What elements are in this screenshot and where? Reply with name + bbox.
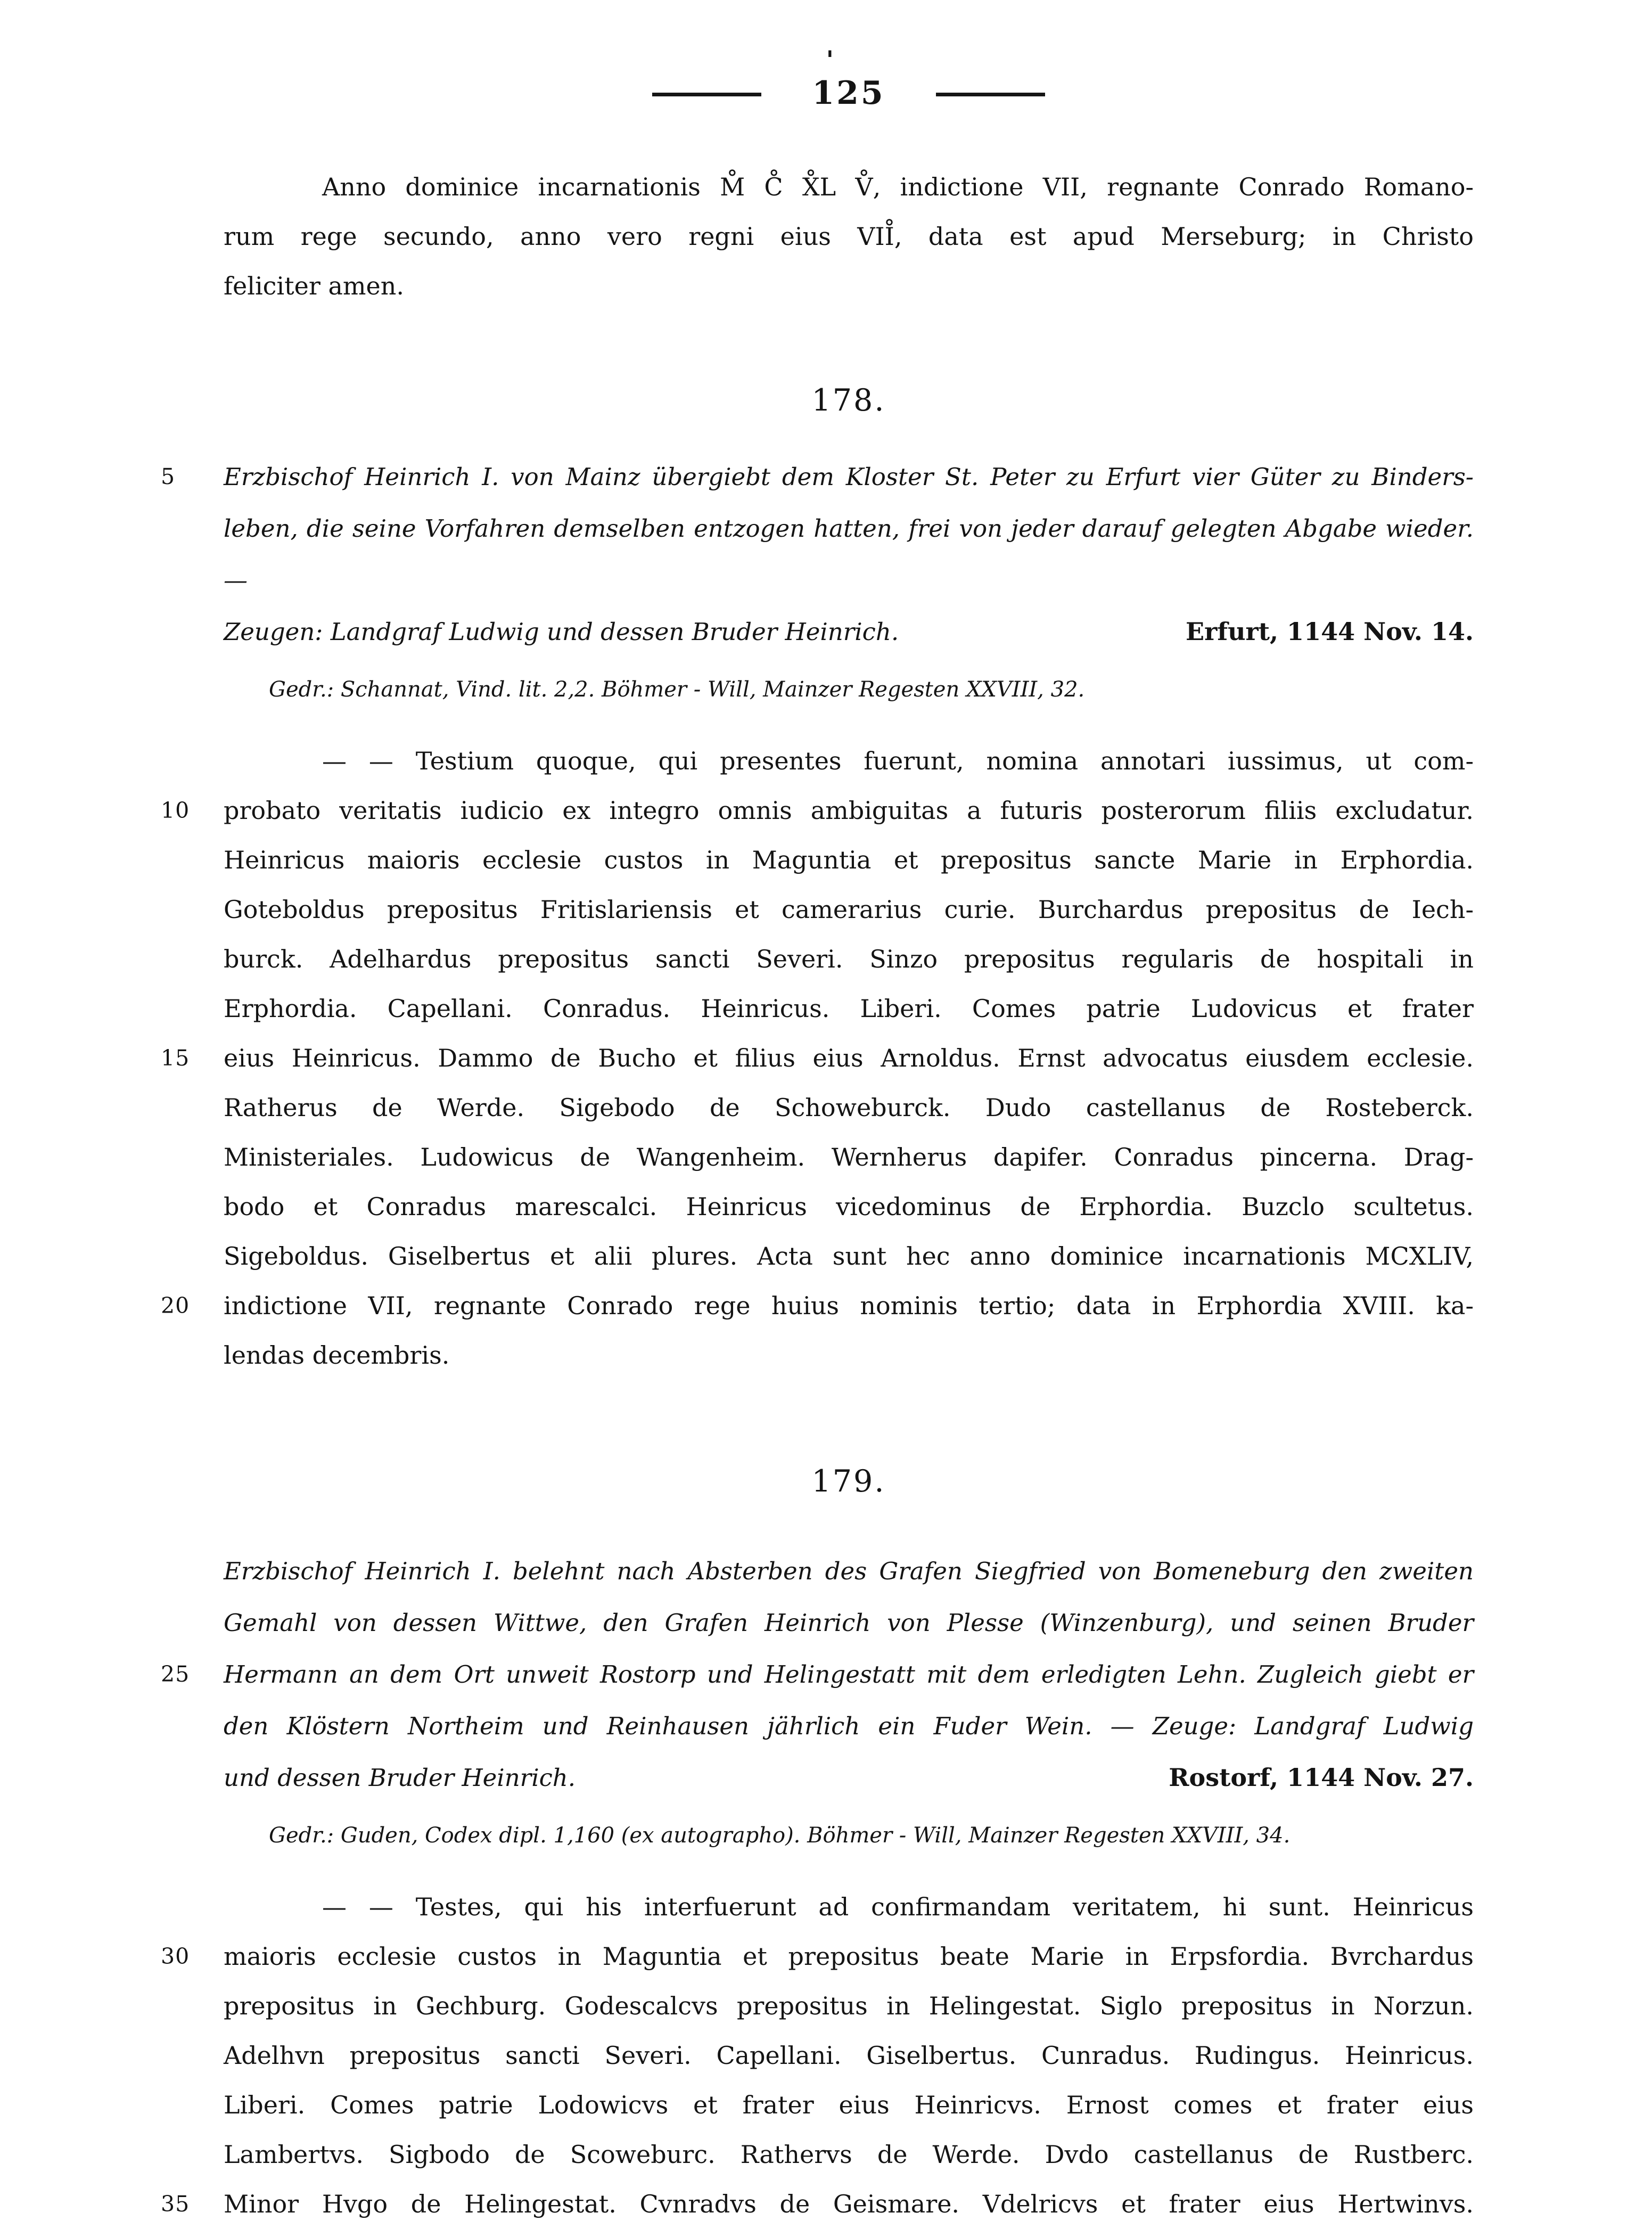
margin-line-number: 20	[161, 1293, 190, 1318]
text-line	[161, 786, 1474, 835]
margin-line-number: 15	[161, 1045, 190, 1071]
text-line: Goteboldus prepositus Fritislariensis et camerarius curie. Burchardus prepositus de Iech-	[224, 895, 1474, 924]
entry-179-source: Gedr.: Guden, Codex dipl. 1,160 (ex autographo). Böhmer - Will, Mainzer Regesten XXVIII, 34.	[269, 1823, 1291, 1848]
body-text: eius Heinricus. Dammo de Bucho et filius eius Arnoldus. Ernst advocatus eiusdem ecclesie.	[224, 1044, 1474, 1072]
stray-ink-mark: '	[826, 45, 834, 74]
margin-line-number: 35	[161, 2191, 190, 2217]
margin-line-number: 25	[161, 1661, 190, 1687]
summary-line: leben, die seine Vorfahren demselben entzogen hatten, frei von jeder darauf gelegten Abgabe wieder. —	[224, 514, 1474, 594]
header-rule-right	[936, 93, 1045, 96]
text-line: Heinricus maioris ecclesie custos in Maguntia et prepositus sancte Marie in Erphordia.	[224, 846, 1474, 874]
text-line: burck. Adelhardus prepositus sancti Severi. Sinzo prepositus regularis de hospitali in	[224, 945, 1474, 973]
entry-178-summary	[161, 451, 1474, 658]
entry-179-summary	[161, 1545, 1474, 1804]
text-line: — — Testes, qui his interfuerunt ad confirmandam veritatem, hi sunt. Heinricus	[322, 1892, 1474, 1921]
text-line: Adelhvn prepositus sancti Severi. Capellani. Giselbertus. Cunradus. Rudingus. Heinricus.	[224, 2041, 1474, 2070]
page-number: 125	[812, 75, 885, 112]
intro-paragraph	[224, 162, 1474, 311]
entry-178-body	[161, 736, 1474, 1380]
summary-line	[161, 451, 1474, 503]
place-date: Erfurt, 1144 Nov. 14.	[1186, 617, 1474, 646]
text-line: Erphordia. Capellani. Conradus. Heinricus. Liberi. Comes patrie Ludovicus et frater	[224, 994, 1474, 1023]
summary-line: Gemahl von dessen Wittwe, den Grafen Heinrich von Plesse (Winzenburg), und seinen Bruder	[224, 1609, 1474, 1637]
text-line: Ratherus de Werde. Sigebodo de Schoweburck. Dudo castellanus de Rosteberck.	[224, 1093, 1474, 1122]
header-rule-left	[652, 93, 761, 96]
summary-text: Erzbischof Heinrich I. von Mainz übergiebt dem Kloster St. Peter zu Erfurt vier Güter zu Binders-	[224, 463, 1474, 491]
text-line: prepositus in Gechburg. Godescalcvs prepositus in Helingestat. Siglo prepositus in Norzun.	[224, 1992, 1474, 2020]
summary-line	[224, 1752, 1474, 1804]
body-text: indictione VII, regnante Conrado rege huius nominis tertio; data in Erphordia XVIII. ka-	[224, 1291, 1474, 1320]
summary-text: Hermann an dem Ort unweit Rostorp und Helingestatt mit dem erledigten Lehn. Zugleich giebt er	[224, 1660, 1474, 1689]
text-line: bodo et Conradus marescalci. Heinricus vicedominus de Erphordia. Buzclo scultetus.	[224, 1192, 1474, 1221]
text-line: Anno dominice incarnationis M̊ C̊ X̊L V̊, indictione VII, regnante Conrado Romano-	[322, 173, 1474, 201]
text-line: — — Testium quoque, qui presentes fuerunt, nomina annotari iussimus, ut com-	[322, 747, 1474, 775]
text-line: Liberi. Comes patrie Lodowicvs et frater eius Heinricvs. Ernost comes et frater eius	[224, 2091, 1474, 2119]
text-line	[161, 2179, 1474, 2229]
summary-line: Erzbischof Heinrich I. belehnt nach Absterben des Grafen Siegfried von Bomeneburg den zweiten	[224, 1557, 1474, 1585]
text-line: Lambertvs. Sigbodo de Scoweburc. Rathervs de Werde. Dvdo castellanus de Rustberc.	[224, 2140, 1474, 2169]
text-line: Ministeriales. Ludowicus de Wangenheim. Wernherus dapifer. Conradus pincerna. Drag-	[224, 1143, 1474, 1171]
entry-179-body	[161, 1882, 1474, 2229]
margin-line-number: 30	[161, 1944, 190, 1969]
summary-line: den Klöstern Northeim und Reinhausen jährlich ein Fuder Wein. — Zeuge: Landgraf Ludwig	[224, 1712, 1474, 1740]
text-line: Sigeboldus. Giselbertus et alii plures. Acta sunt hec anno dominice incarnationis MCXLIV,	[224, 1242, 1474, 1271]
body-text: probato veritatis iudicio ex integro omnis ambiguitas a futuris posterorum filiis excludatur.	[224, 796, 1474, 825]
summary-line	[161, 1649, 1474, 1700]
body-text: maioris ecclesie custos in Maguntia et prepositus beate Marie in Erpsfordia. Bvrchardus	[224, 1942, 1474, 1971]
text-line	[161, 1281, 1474, 1331]
text-line: lendas decembris.	[224, 1341, 450, 1370]
place-date: Rostorf, 1144 Nov. 27.	[1169, 1763, 1474, 1792]
text-line: rum rege secundo, anno vero regni eius VII̊, data est apud Merseburg; in Christo	[224, 222, 1474, 251]
witness-text: Zeugen: Landgraf Ludwig und dessen Bruder Heinrich.	[224, 618, 899, 646]
entry-179-heading: 179.	[811, 1464, 886, 1499]
witness-text: und dessen Bruder Heinrich.	[224, 1764, 576, 1792]
margin-line-number: 10	[161, 798, 190, 823]
body-text: Minor Hvgo de Helingestat. Cvnradvs de Geismare. Vdelricvs et frater eius Hertwinvs.	[224, 2190, 1474, 2218]
text-line: feliciter amen.	[224, 272, 404, 300]
text-line	[161, 1932, 1474, 1981]
summary-line	[224, 606, 1474, 658]
entry-178-heading: 178.	[811, 383, 886, 418]
running-head	[224, 45, 1474, 125]
text-line	[161, 1034, 1474, 1083]
entry-178-source: Gedr.: Schannat, Vind. lit. 2,2. Böhmer - Will, Mainzer Regesten XXVIII, 32.	[269, 677, 1085, 702]
margin-line-number: 5	[161, 464, 176, 489]
